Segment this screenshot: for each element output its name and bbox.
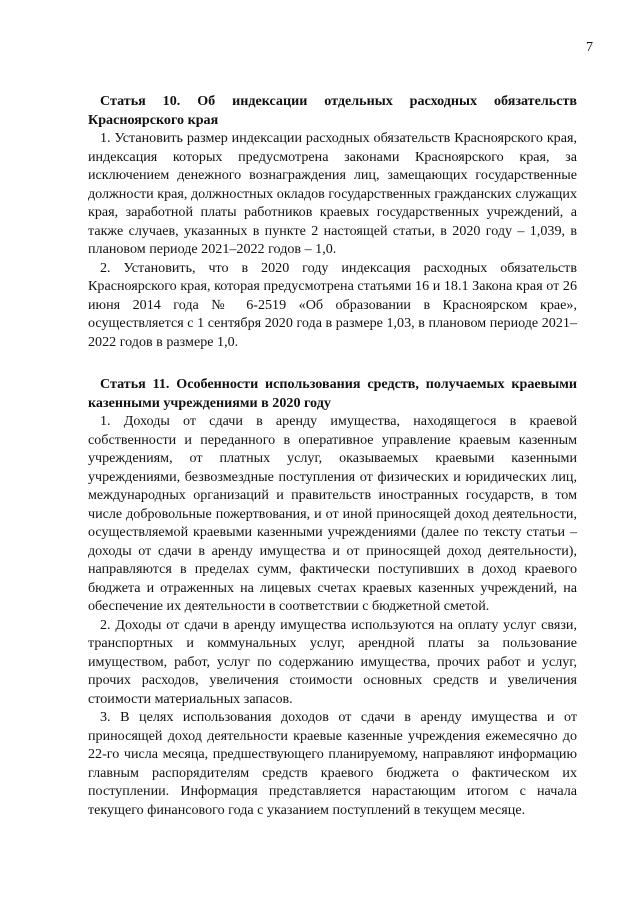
article-10-paragraph-2: 2. Установить, что в 2020 году индексация расходных обязательств Красноярского края, которая предусмотрена статьями 16 и 18.1 Закона края от 26 июня 2014 года № 6-2519 «Об образовании в Красноярском крае», осуществляется с 1 сентября 2020 года в размере 1,03, в плановом периоде 2021–2022 годов в размере 1,0.: [88, 259, 577, 350]
article-11: [88, 375, 577, 819]
article-11-heading: Статья 11. Особенности использования средств, получаемых краевыми казенными учреждениями в 2020 году: [88, 376, 577, 411]
article-10-heading: Статья 10. Об индексации отдельных расходных обязательств Красноярского края: [88, 93, 577, 128]
section-spacer: [88, 351, 577, 375]
article-11-paragraph-1: 1. Доходы от сдачи в аренду имущества, находящегося в краевой собственности и переданного в оперативное управление краевым казенным учреждениям, от платных услуг, оказываемых краевыми казенными учреждениями, безвозмездные поступления от физических и юридических лиц, международных организаций и правительств иностранных государств, в том числе добровольные пожертвования, и от иной приносящей доход деятельности, осуществляемой краевыми казенными учреждениями (далее по тексту статьи – доходы от сдачи в аренду имущества и от приносящей доход деятельности), направляются в пределах сумм, фактически поступивших в доход краевого бюджета и отраженных на лицевых счетах краевых казенных учреждений, на обеспечение их деятельности в соответствии с бюджетной сметой.: [88, 413, 577, 614]
article-10-paragraph-1: 1. Установить размер индексации расходных обязательств Красноярского края, индексация которых предусмотрена законами Красноярского края, за исключением денежного вознаграждения лиц, замещающих государственные должности края, должностных окладов государственных гражданских служащих края, заработной платы работников краевых государственных учреждений, а также случаев, указанных в пункте 2 настоящей статьи, в 2020 году – 1,039, в плановом периоде 2021–2022 годов – 1,0.: [88, 130, 577, 257]
document-body: [88, 92, 577, 819]
article-11-paragraph-2: 2. Доходы от сдачи в аренду имущества используются на оплату услуг связи, транспортных и коммунальных услуг, арендной платы за пользование имуществом, работ, услуг по содержанию имущества, прочих работ и услуг, прочих расходов, увеличения стоимости основных средств и увеличения стоимости материальных запасов.: [88, 616, 577, 707]
article-10: [88, 92, 577, 351]
article-11-paragraph-3: 3. В целях использования доходов от сдачи в аренду имущества и от приносящей доход деятельности краевые казенные учреждения ежемесячно до 22-го числа месяца, предшествующего планируемому, направляют информацию главным распорядителям средств краевого бюджета о фактическом их поступлении. Информация представляется нарастающим итогом с начала текущего финансового года с указанием поступлений в текущем месяце.: [88, 709, 577, 818]
page-number: 7: [586, 40, 593, 55]
